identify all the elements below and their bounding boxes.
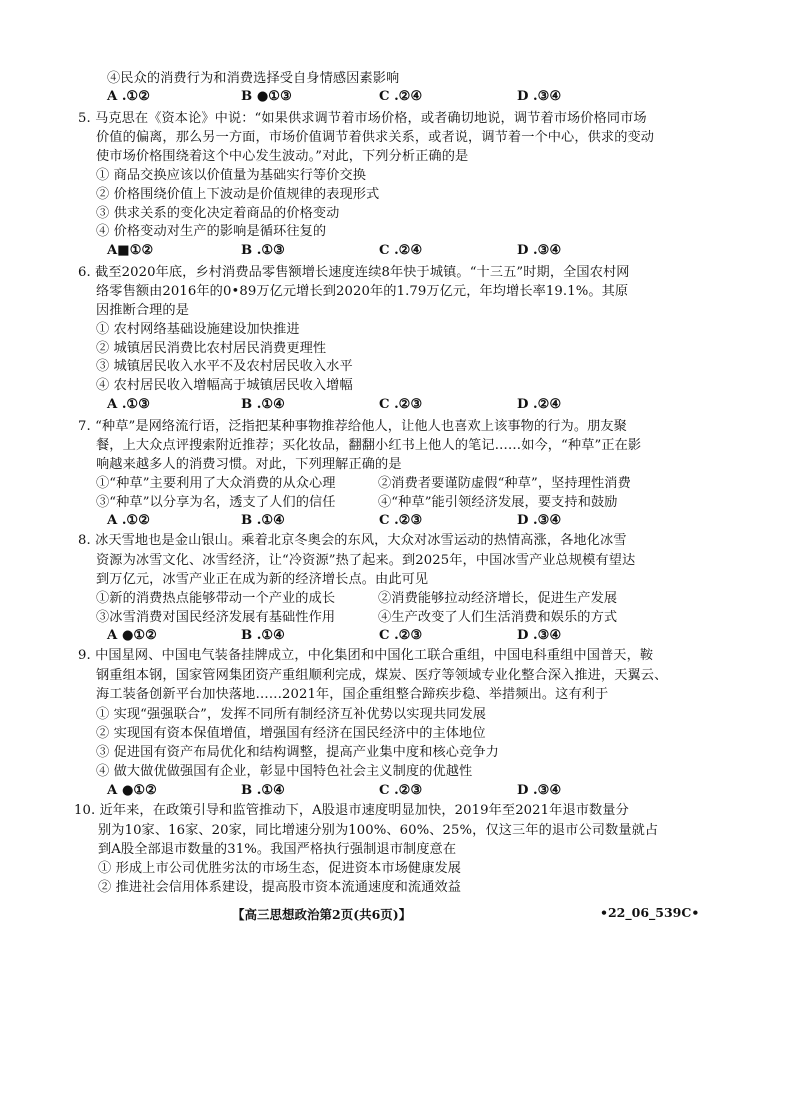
q6-option-c: C .②③ — [379, 397, 423, 412]
q10-stem-line-1: 10. 近年来，在政策引导和监管推动下，A股退市速度明显加快，2019年至2021年退市数量分 — [74, 803, 629, 818]
q8-item-2: ②消费能够拉动经济增长，促进生产发展 — [378, 591, 618, 606]
q8-stem-line-2: 资源为冰雪文化、冰雪经济，让“冷资源”热了起来。到2025年，中国冰雪产业总规模有望达 — [96, 553, 636, 568]
q9-stem-line-1: 9. 中国星网、中国电气装备挂牌成立，中化集团和中国化工联合重组，中国电科重组中国普天，鞍 — [78, 648, 654, 663]
page-footer-label: 【高三思想政治第2页(共6页)】 — [232, 907, 412, 922]
q6-item-2: ② 城镇居民消费比农村居民消费更理性 — [96, 341, 327, 356]
q8-item-4: ④生产改变了人们生活消费和娱乐的方式 — [378, 610, 618, 625]
q6-option-d: D .②④ — [517, 397, 562, 412]
q8-option-c: C .②③ — [379, 628, 423, 643]
q8-option-a: A ●①② — [107, 628, 157, 643]
q8-stem-line-1: 8. 冰天雪地也是金山银山。乘着北京冬奥会的东风，大众对冰雪运动的热情高涨，各地化冰雪 — [78, 533, 627, 548]
q9-item-3: ③ 促进国有资产布局优化和结构调整，提高产业集中度和核心竞争力 — [96, 745, 499, 760]
q9-item-4: ④ 做大做优做强国有企业，彰显中国特色社会主义制度的优越性 — [96, 764, 473, 779]
q6-item-4: ④ 农村居民收入增幅高于城镇居民收入增幅 — [96, 378, 353, 393]
q6-stem-line-3: 因推断合理的是 — [96, 303, 190, 318]
page-footer-code: •22_06_539C• — [600, 905, 700, 920]
q6-stem-line-1: 6. 截至2020年底，乡村消费品零售额增长速度连续8年快于城镇。“十三五”时期，全国农村网 — [78, 265, 630, 280]
q10-stem-line-3: 到A股全部退市数量的31%。我国严格执行强制退市制度意在 — [98, 842, 457, 857]
q6-item-3: ③ 城镇居民收入水平不及农村居民收入水平 — [96, 359, 353, 374]
q4-option-d: D .③④ — [517, 89, 562, 104]
q4-item-4: ④民众的消费行为和消费选择受自身情感因素影响 — [107, 71, 400, 86]
q5-stem-line-3: 使市场价格围绕着这个中心发生波动。”对此，下列分析正确的是 — [96, 149, 469, 164]
q6-option-a: A .①③ — [107, 397, 151, 412]
q7-item-1: ①“种草”主要利用了大众消费的从众心理 — [96, 476, 336, 491]
q7-option-c: C .②③ — [379, 513, 423, 528]
q7-stem-line-1: 7. “种草”是网络流行语，泛指把某种事物推荐给他人，让他人也喜欢上该事物的行为。朋友聚 — [78, 419, 627, 434]
q4-option-a: A .①② — [107, 89, 151, 104]
q5-option-d: D .③④ — [517, 243, 562, 258]
q5-option-c: C .②④ — [379, 243, 423, 258]
q4-option-c: C .②④ — [379, 89, 423, 104]
q9-item-1: ① 实现“强强联合”，发挥不同所有制经济互补优势以实现共同发展 — [96, 707, 487, 722]
q8-option-d: D .③④ — [517, 628, 562, 643]
q5-item-4: ④ 价格变动对生产的影响是循环往复的 — [96, 224, 327, 239]
q8-item-3: ③冰雪消费对国民经济发展有基础性作用 — [96, 610, 336, 625]
q5-item-3: ③ 供求关系的变化决定着商品的价格变动 — [96, 206, 340, 221]
q8-stem-line-3: 到万亿元，冰雪产业正在成为新的经济增长点。由此可见 — [96, 572, 429, 587]
q5-option-a: A■①② — [107, 243, 154, 258]
q10-stem-line-2: 别为10家、16家、20家，同比增速分别为100%、60%、25%，仅这三年的退市公司数量就占 — [98, 823, 659, 838]
q7-option-d: D .③④ — [517, 513, 562, 528]
q9-option-a: A ●①② — [107, 783, 157, 798]
q9-option-d: D .③④ — [517, 783, 562, 798]
q5-stem-line-1: 5. 马克思在《资本论》中说：“如果供求调节着市场价格，或者确切地说，调节着市场价格同市场 — [78, 111, 647, 126]
q5-stem-line-2: 价值的偏离，那么另一方面，市场价值调节着供求关系，或者说，调节着一个中心，供求的变动 — [96, 130, 655, 145]
q9-stem-line-2: 钢重组本钢，国家管网集团资产重组顺利完成，煤炭、医疗等领域专业化整合深入推进，天翼云、 — [96, 668, 668, 683]
q10-item-1: ① 形成上市公司优胜劣汰的市场生态，促进资本市场健康发展 — [98, 861, 462, 876]
q6-option-b: B .①④ — [241, 397, 285, 412]
q5-item-2: ② 价格围绕价值上下波动是价值规律的表现形式 — [96, 187, 380, 202]
q5-option-b: B .①③ — [241, 243, 285, 258]
q7-stem-line-2: 餐，上大众点评搜索附近推荐；买化妆品，翻翻小红书上他人的笔记……如今，“种草”正在影 — [96, 438, 642, 453]
q5-item-1: ① 商品交换应该以价值量为基础实行等价交换 — [96, 168, 367, 183]
q7-option-b: B .①④ — [241, 513, 285, 528]
q9-option-b: B .①④ — [241, 783, 285, 798]
q4-option-b: B ●①③ — [241, 89, 292, 104]
q7-option-a: A .①② — [107, 513, 151, 528]
q7-item-4: ④“种草”能引领经济发展，要支持和鼓励 — [378, 495, 618, 510]
q6-stem-line-2: 络零售额由2016年的0•89万亿元增长到2020年的1.79万亿元，年均增长率19.1%。其原 — [96, 284, 629, 299]
q9-stem-line-3: 海工装备创新平台加快落地……2021年，国企重组整合蹄疾步稳、举措频出。这有利于 — [96, 687, 609, 702]
q8-option-b: B .①④ — [241, 628, 285, 643]
q9-option-c: C .②③ — [379, 783, 423, 798]
q7-item-2: ②消费者要谨防虚假“种草”，坚持理性消费 — [378, 476, 631, 491]
q9-item-2: ② 实现国有资本保值增值，增强国有经济在国民经济中的主体地位 — [96, 726, 486, 741]
q8-item-1: ①新的消费热点能够带动一个产业的成长 — [96, 591, 336, 606]
q7-stem-line-3: 响越来越多人的消费习惯。对此，下列理解正确的是 — [96, 457, 402, 472]
q10-item-2: ② 推进社会信用体系建设，提高股市资本流通速度和流通效益 — [98, 880, 462, 895]
q6-item-1: ① 农村网络基础设施建设加快推进 — [96, 322, 300, 337]
q7-item-3: ③“种草”以分享为名，透支了人们的信任 — [96, 495, 336, 510]
